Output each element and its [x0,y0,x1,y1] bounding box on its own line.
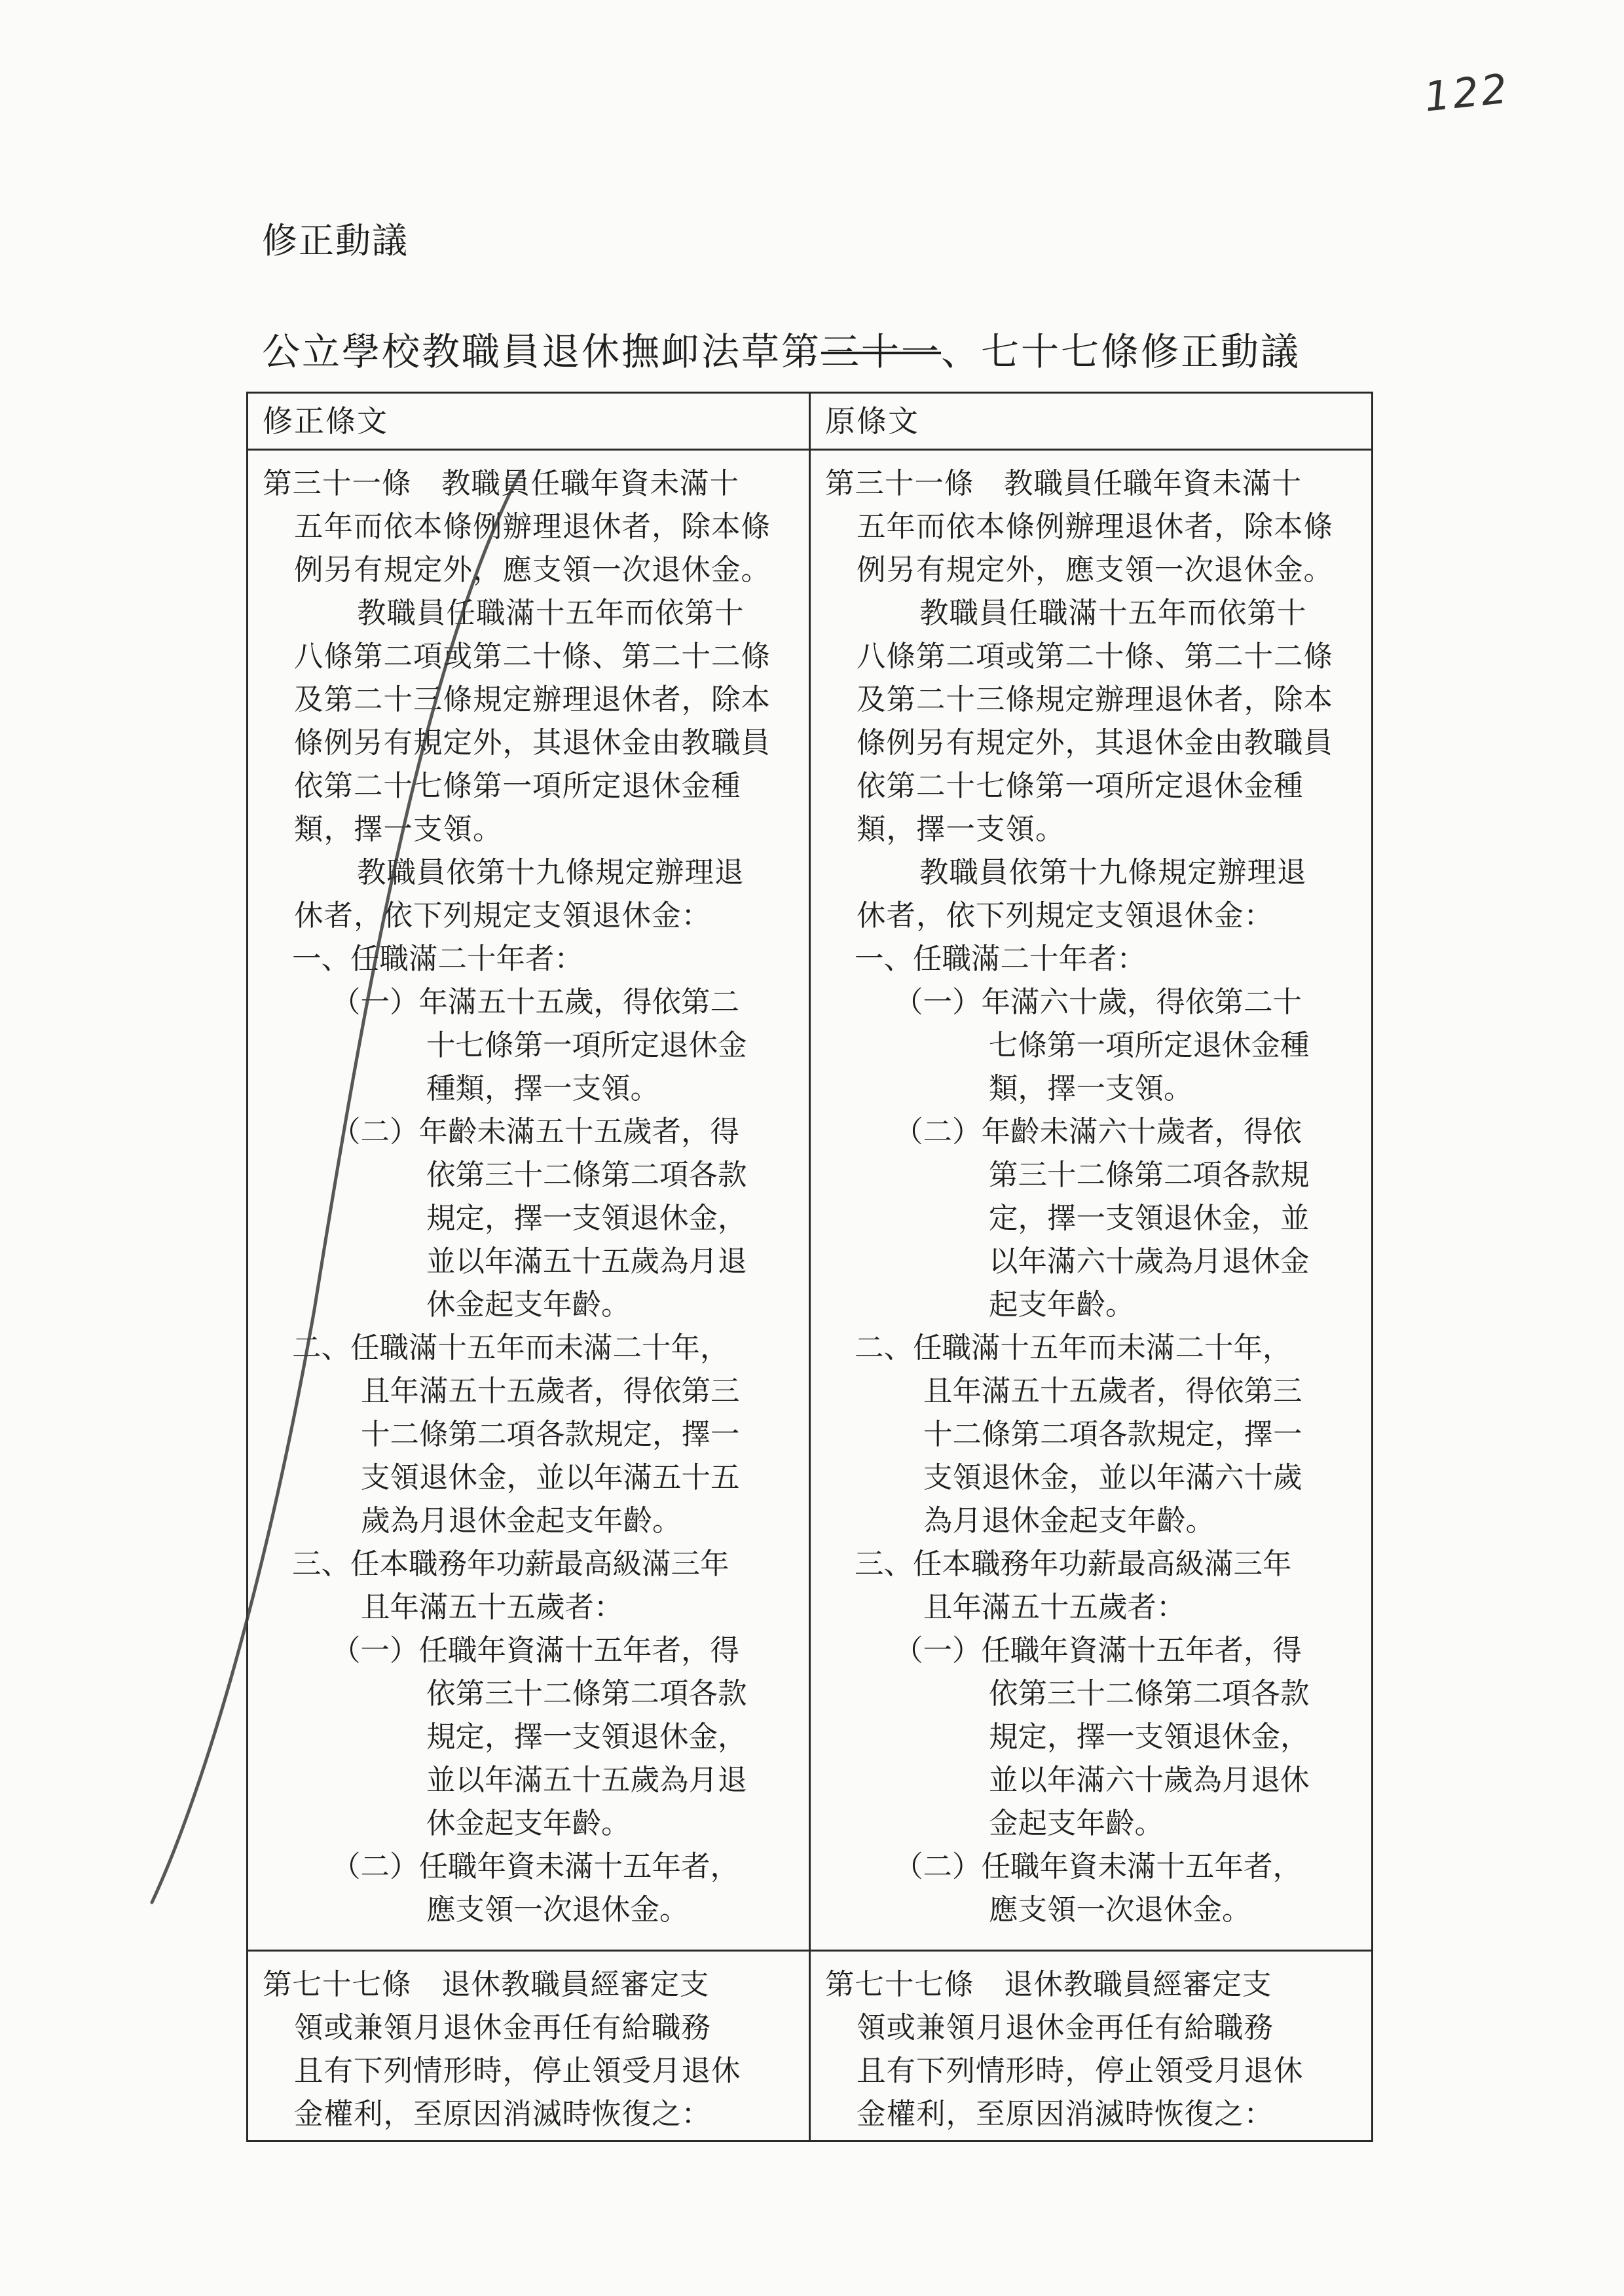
header-row [248,393,1373,450]
subitem-line: 金起支年齡。 [989,1807,1164,1840]
article-line: 第三十一條 教職員任職年資未滿十 [263,467,740,500]
subitem-line: 應支領一次退休金。 [989,1893,1251,1927]
subitem-line: 規定，擇一支領退休金， [989,1720,1310,1754]
item-line: 歲為月退休金起支年齡。 [361,1504,682,1538]
title-struck-text: 三十一 [821,329,942,374]
subitem-line: 類，擇一支領。 [989,1072,1193,1105]
subitem-line: 規定，擇一支領退休金， [426,1720,747,1754]
subitem-line: 並以年滿六十歲為月退休 [989,1764,1310,1797]
item-line: 且年滿五十五歲者： [923,1591,1186,1624]
subitem-line: 十七條第一項所定退休金 [426,1029,747,1062]
article-line: 第三十一條 教職員任職年資未滿十 [825,467,1302,500]
item-line: 三、任本職務年功薪最高級滿三年 [855,1547,1292,1581]
subitem-line: 種類，擇一支領。 [426,1072,660,1105]
article-77-amended-line: 領或兼領月退休金再任有給職務 [294,2011,712,2045]
article-77-amended [248,1951,810,2141]
subitem-line: 並以年滿五十五歲為月退 [426,1764,747,1797]
paragraph-line: 教職員依第十九條規定辦理退 [919,856,1307,889]
document-heading: 修正動議 [262,220,409,261]
subitem-line: （一）任職年資滿十五年者，得 [331,1634,740,1667]
article-line: 例另有規定外，應支領一次退休金。 [857,553,1334,587]
paragraph-line: 依第二十七條第一項所定退休金種 [857,769,1304,803]
item-line: 二、任職滿十五年而未滿二十年， [292,1331,729,1365]
item-line: 且年滿五十五歲者： [361,1591,623,1624]
item-line: 支領退休金，並以年滿六十歲 [923,1461,1302,1494]
article-77-row [248,1951,1373,2141]
header-original: 原條文 [810,393,1373,450]
item-line: 支領退休金，並以年滿五十五 [361,1461,740,1494]
comparison-table [246,392,1373,2142]
item-line: 十二條第二項各款規定，擇一 [923,1418,1302,1451]
item-line: 十二條第二項各款規定，擇一 [361,1418,740,1451]
paragraph-line: 條例另有規定外，其退休金由教職員 [294,726,771,760]
subitem-line: 以年滿六十歲為月退休金 [989,1245,1310,1278]
article-77-amended-line: 金權利，至原因消滅時恢復之： [294,2098,712,2131]
item-line: 且年滿五十五歲者，得依第三 [361,1375,740,1408]
subitem-line: 七條第一項所定退休金種 [989,1029,1310,1062]
handwritten-page-number: 122 [1422,64,1512,121]
paragraph-line: 類，擇一支領。 [294,813,503,846]
paragraph-line: 及第二十三條規定辦理退休者，除本 [857,683,1334,716]
subitem-line: 應支領一次退休金。 [426,1893,689,1927]
subitem-line: （二）年齡未滿六十歲者，得依 [894,1115,1302,1149]
article-line: 五年而依本條例辦理退休者，除本條 [857,510,1334,544]
article-77-original [810,1951,1373,2141]
subitem-line: 休金起支年齡。 [426,1288,631,1322]
paragraph-line: 及第二十三條規定辦理退休者，除本 [294,683,771,716]
item-line: 且年滿五十五歲者，得依第三 [923,1375,1302,1408]
paragraph-line: 類，擇一支領。 [857,813,1065,846]
article-line: 例另有規定外，應支領一次退休金。 [294,553,771,587]
item-line: 二、任職滿十五年而未滿二十年， [855,1331,1292,1365]
subitem-line: （二）年齡未滿五十五歲者，得 [331,1115,740,1149]
subitem-line: （一）任職年資滿十五年者，得 [894,1634,1302,1667]
article-77-original-line: 金權利，至原因消滅時恢復之： [857,2098,1274,2131]
paragraph-line: 教職員任職滿十五年而依第十 [919,597,1307,630]
subitem-line: 依第三十二條第二項各款 [989,1677,1310,1711]
title-text-before: 公立學校教職員退休撫卹法草第 [262,329,822,374]
item-line: 一、任職滿二十年者： [292,942,584,976]
subitem-line: 定，擇一支領退休金，並 [989,1202,1310,1235]
article-line: 五年而依本條例辦理退休者，除本條 [294,510,771,544]
paragraph-line: 休者，依下列規定支領退休金： [857,899,1274,933]
paragraph-line: 八條第二項或第二十條、第二十二條 [857,640,1334,673]
subitem-line: （二）任職年資未滿十五年者， [894,1850,1302,1883]
paragraph-line: 教職員任職滿十五年而依第十 [357,597,745,630]
item-line: 一、任職滿二十年者： [855,942,1147,976]
article-31-row [248,450,1373,1951]
subitem-line: （二）任職年資未滿十五年者， [331,1850,740,1883]
item-line: 三、任本職務年功薪最高級滿三年 [292,1547,729,1581]
header-amended: 修正條文 [248,393,810,450]
subitem-line: 第三十二條第二項各款規 [989,1158,1310,1192]
item-line: 為月退休金起支年齡。 [923,1504,1215,1538]
article-77-original-line: 且有下列情形時，停止領受月退休 [857,2054,1304,2088]
subitem-line: 依第三十二條第二項各款 [426,1158,747,1192]
article-77-original-line: 第七十七條 退休教職員經審定支 [825,1968,1272,2001]
document-title [262,321,1301,376]
paragraph-line: 條例另有規定外，其退休金由教職員 [857,726,1334,760]
paragraph-line: 休者，依下列規定支領退休金： [294,899,712,933]
paragraph-line: 教職員依第十九條規定辦理退 [357,856,745,889]
article-31-original [810,450,1373,1951]
subitem-line: 休金起支年齡。 [426,1807,631,1840]
subitem-line: 規定，擇一支領退休金， [426,1202,747,1235]
article-31-amended [248,450,810,1951]
subitem-line: 並以年滿五十五歲為月退 [426,1245,747,1278]
paragraph-line: 依第二十七條第一項所定退休金種 [294,769,741,803]
subitem-line: （一）年滿五十五歲，得依第二 [331,986,740,1019]
paragraph-line: 八條第二項或第二十條、第二十二條 [294,640,771,673]
subitem-line: 起支年齡。 [989,1288,1135,1322]
article-77-amended-line: 且有下列情形時，停止領受月退休 [294,2054,741,2088]
subitem-line: 依第三十二條第二項各款 [426,1677,747,1711]
article-77-original-line: 領或兼領月退休金再任有給職務 [857,2011,1274,2045]
article-77-amended-line: 第七十七條 退休教職員經審定支 [263,1968,710,2001]
subitem-line: （一）年滿六十歲，得依第二十 [894,986,1302,1019]
title-text-after: 、七十七條修正動議 [941,329,1301,374]
